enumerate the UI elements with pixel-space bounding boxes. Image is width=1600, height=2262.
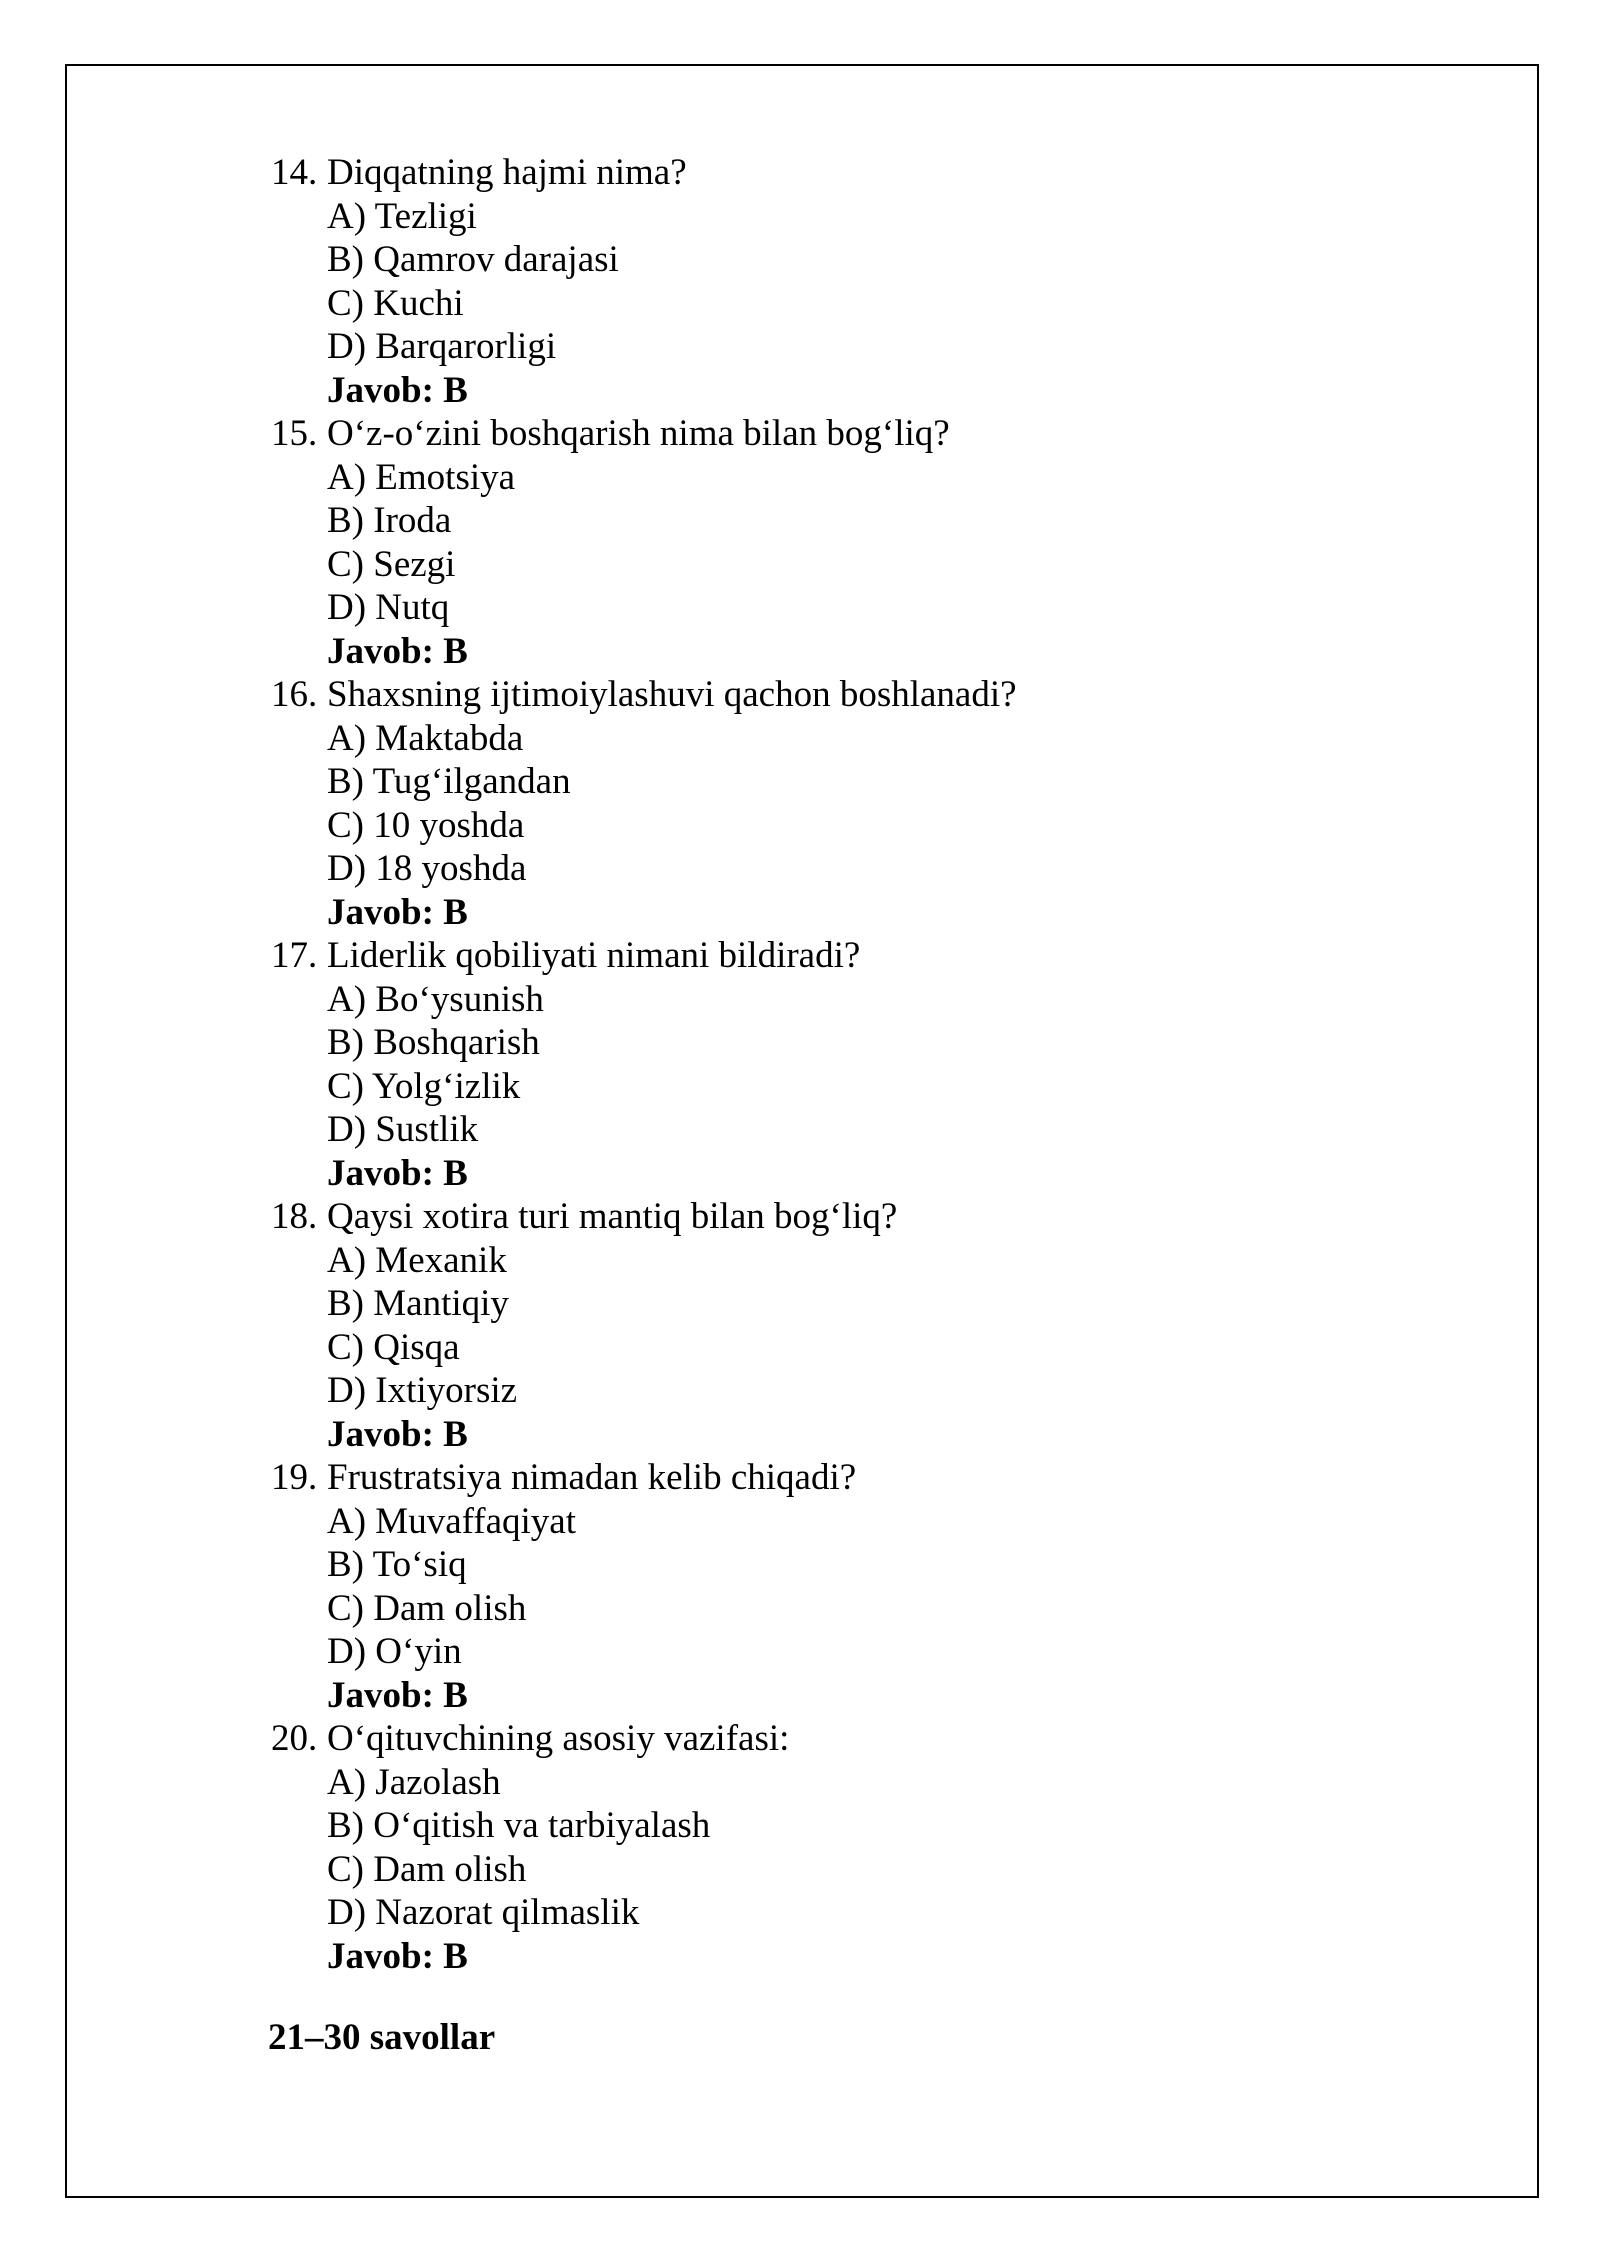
question-16 (271, 673, 1421, 934)
option-a: A) Jazolash (327, 1761, 501, 1803)
option-d: D) O‘yin (327, 1631, 462, 1672)
option-b: B) O‘qitish va tarbiyalash (327, 1805, 711, 1846)
question-number: 17. (271, 935, 318, 976)
option-c: C) Yolg‘izlik (327, 1065, 521, 1107)
question-number: 16. (271, 674, 318, 715)
question-text: O‘qituvchining asosiy vazifasi: (327, 1718, 790, 1759)
answer-line: Javob: B (327, 630, 468, 672)
option-d: D) Nutq (327, 587, 450, 628)
question-19 (271, 1456, 1421, 1717)
option-a: A) Mexanik (327, 1239, 507, 1281)
option-a: A) Tezligi (327, 195, 477, 237)
answer-line: Javob: B (327, 1674, 468, 1716)
question-text: Qaysi xotira turi mantiq bilan bog‘liq? (327, 1196, 898, 1237)
option-c: C) Dam olish (327, 1848, 527, 1890)
option-d: D) Barqarorligi (327, 326, 557, 367)
question-15 (271, 412, 1421, 673)
option-c: C) 10 yoshda (327, 804, 525, 846)
answer-line: Javob: B (327, 369, 468, 411)
option-c: C) Dam olish (327, 1587, 527, 1629)
answer-line: Javob: B (327, 891, 468, 933)
option-d: D) 18 yoshda (327, 848, 527, 889)
question-text: Diqqatning hajmi nima? (327, 152, 687, 193)
option-d: D) Ixtiyorsiz (327, 1370, 518, 1411)
option-b: B) Mantiqiy (327, 1283, 509, 1324)
question-14 (271, 151, 1421, 412)
option-b: B) Boshqarish (327, 1022, 540, 1063)
option-c: C) Qisqa (327, 1326, 460, 1368)
answer-line: Javob: B (327, 1413, 468, 1455)
question-text: O‘z-o‘zini boshqarish nima bilan bog‘liq? (327, 413, 950, 454)
question-list (271, 151, 1421, 1978)
option-c: C) Sezgi (327, 543, 456, 585)
option-d: D) Sustlik (327, 1109, 479, 1150)
option-a: A) Emotsiya (327, 456, 516, 498)
option-d: D) Nazorat qilmaslik (327, 1892, 640, 1933)
question-20 (271, 1717, 1421, 1978)
question-text: Shaxsning ijtimoiylashuvi qachon boshlanadi? (327, 674, 1017, 715)
question-text: Frustratsiya nimadan kelib chiqadi? (327, 1457, 857, 1498)
option-a: A) Bo‘ysunish (327, 978, 544, 1020)
question-text: Liderlik qobiliyati nimani bildiradi? (327, 935, 861, 976)
option-b: B) Iroda (327, 500, 452, 541)
option-c: C) Kuchi (327, 282, 464, 324)
answer-line: Javob: B (327, 1935, 468, 1977)
question-18 (271, 1195, 1421, 1456)
question-17 (271, 934, 1421, 1195)
option-a: A) Maktabda (327, 717, 524, 759)
question-number: 14. (271, 152, 318, 193)
option-b: B) To‘siq (327, 1544, 467, 1585)
question-number: 15. (271, 413, 318, 454)
question-number: 20. (271, 1718, 318, 1759)
option-a: A) Muvaffaqiyat (327, 1500, 576, 1542)
option-b: B) Qamrov darajasi (327, 239, 619, 280)
option-b: B) Tug‘ilgandan (327, 761, 571, 802)
question-number: 18. (271, 1196, 318, 1237)
answer-line: Javob: B (327, 1152, 468, 1194)
question-number: 19. (271, 1457, 318, 1498)
section-heading: 21–30 savollar (268, 2017, 496, 2058)
